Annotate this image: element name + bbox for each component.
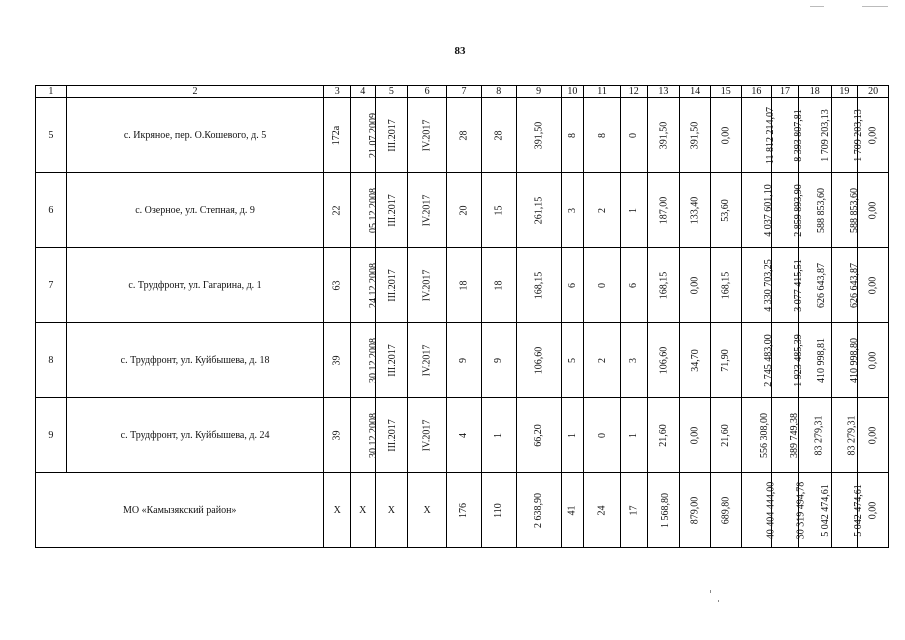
cell-c18-text: 1 709 203,13	[819, 108, 831, 162]
cell-c20-text: 0,00	[867, 201, 879, 219]
cell-c12-text: 0	[628, 132, 640, 138]
column-number-9: 9	[516, 86, 561, 98]
column-number-19: 19	[831, 86, 858, 98]
cell-c14-text: 391,50	[689, 121, 701, 149]
cell-c15-text: 71,90	[720, 348, 732, 372]
total-c8-text: 110	[493, 502, 505, 518]
cell-c5-text: III.2017	[386, 193, 398, 227]
cell-c19-text: 410 998,80	[848, 337, 860, 383]
cell-c14	[680, 248, 711, 323]
cell-c14	[680, 398, 711, 473]
cell-c18-text: 410 998,81	[815, 337, 827, 383]
cell-c3	[324, 398, 351, 473]
cell-c19	[831, 98, 864, 173]
cell-c15-text: 53,60	[720, 198, 732, 222]
cell-c5	[375, 398, 408, 473]
cell-c11-text: 0	[596, 432, 608, 438]
total-c7	[447, 473, 482, 548]
total-c10	[561, 473, 584, 548]
cell-c8-text: 15	[493, 205, 505, 215]
column-number-20: 20	[858, 86, 889, 98]
total-c19-text: 5 042 474,61	[852, 483, 864, 537]
cell-c17	[772, 173, 804, 248]
cell-c4-text: 05.12.2008	[367, 187, 379, 233]
column-number-7: 7	[447, 86, 482, 98]
register-table	[35, 85, 889, 548]
cell-c20	[858, 173, 889, 248]
cell-c8	[481, 323, 516, 398]
cell-c7	[447, 173, 482, 248]
cell-c5	[375, 323, 408, 398]
cell-c15	[710, 398, 741, 473]
cell-c9	[516, 248, 561, 323]
scan-speck	[810, 6, 824, 7]
cell-c11	[584, 173, 621, 248]
row-number: 8	[36, 323, 67, 398]
row-number: 9	[36, 398, 67, 473]
cell-c3	[324, 248, 351, 323]
cell-c9	[516, 323, 561, 398]
cell-c5-text: III.2017	[386, 118, 398, 152]
cell-c20-text: 0,00	[867, 426, 879, 444]
cell-c8-text: 9	[493, 357, 505, 363]
total-c16	[741, 473, 776, 548]
total-c16-text: 40 404 444,00	[764, 481, 776, 539]
total-c4: X	[350, 473, 375, 548]
cell-c12	[620, 323, 647, 398]
cell-c7-text: 18	[458, 280, 470, 290]
cell-c11	[584, 323, 621, 398]
cell-c15	[710, 323, 741, 398]
column-number-8: 8	[481, 86, 516, 98]
cell-c11	[584, 398, 621, 473]
cell-c16-text: 11 812 214,07	[764, 106, 776, 164]
cell-c12-text: 3	[628, 357, 640, 363]
cell-c8	[481, 98, 516, 173]
cell-c6-text: IV.2017	[421, 419, 433, 451]
cell-c14	[680, 323, 711, 398]
cell-c14-text: 0,00	[689, 276, 701, 294]
cell-c4	[350, 248, 379, 323]
cell-c11-text: 8	[596, 132, 608, 138]
cell-c10	[561, 248, 584, 323]
scan-speck	[862, 6, 888, 7]
cell-c6	[408, 98, 447, 173]
cell-c12-text: 1	[628, 207, 640, 213]
cell-c9	[516, 98, 561, 173]
scan-speck	[718, 600, 719, 602]
page-number: 83	[454, 45, 466, 57]
cell-c16	[741, 98, 776, 173]
total-c18-text: 5 042 474,61	[819, 483, 831, 537]
cell-c20-text: 0,00	[867, 351, 879, 369]
cell-c19-text: 1 709 203,13	[852, 108, 864, 162]
row-number: 5	[36, 98, 67, 173]
cell-c14	[680, 98, 711, 173]
cell-c12	[620, 248, 647, 323]
cell-c10	[561, 98, 584, 173]
cell-c6	[408, 323, 447, 398]
cell-c14-text: 133,40	[689, 196, 701, 224]
total-c12-text: 17	[628, 505, 640, 515]
cell-c9-text: 391,50	[533, 121, 545, 149]
cell-c16	[741, 323, 772, 398]
cell-c13	[647, 323, 680, 398]
cell-c18-text: 83 279,31	[813, 415, 825, 455]
row-number: 6	[36, 173, 67, 248]
cell-c8	[481, 398, 516, 473]
cell-c18	[798, 398, 831, 473]
cell-c3	[324, 98, 351, 173]
cell-c19-text: 626 643,87	[848, 262, 860, 308]
cell-c3-text: 172а	[331, 125, 343, 145]
cell-c7	[447, 398, 482, 473]
cell-c19	[831, 248, 858, 323]
column-number-5: 5	[375, 86, 408, 98]
total-c17-text: 30 319 494,78	[795, 481, 807, 539]
table-row	[36, 248, 889, 323]
cell-c10-text: 1	[566, 432, 578, 438]
cell-c11	[584, 248, 621, 323]
cell-c15-text: 21,60	[720, 423, 732, 447]
column-number-15: 15	[710, 86, 741, 98]
cell-c3-text: 22	[331, 205, 343, 215]
column-number-16: 16	[741, 86, 772, 98]
total-c12	[620, 473, 647, 548]
cell-c3-text: 63	[331, 280, 343, 290]
total-label: МО «Камызякский район»	[36, 473, 324, 548]
total-c9-text: 2 638,90	[533, 492, 545, 528]
cell-c4-text: 30.12.2008	[367, 412, 379, 458]
column-number-10: 10	[561, 86, 584, 98]
cell-c3	[324, 323, 351, 398]
column-number-1: 1	[36, 86, 67, 98]
cell-c17	[772, 398, 799, 473]
cell-c11-text: 2	[596, 207, 608, 213]
cell-c13	[647, 98, 680, 173]
cell-c20	[858, 248, 889, 323]
cell-c4	[350, 173, 379, 248]
cell-c15	[710, 173, 741, 248]
cell-c16	[741, 248, 772, 323]
cell-c10	[561, 323, 584, 398]
cell-c6	[408, 248, 447, 323]
cell-c8	[481, 173, 516, 248]
cell-c10	[561, 173, 584, 248]
cell-c15-text: 0,00	[720, 126, 732, 144]
cell-c11-text: 0	[596, 282, 608, 288]
cell-c5-text: III.2017	[386, 418, 398, 452]
cell-c9-text: 168,15	[533, 271, 545, 299]
cell-c16-text: 556 308,00	[758, 412, 770, 458]
column-number-3: 3	[324, 86, 351, 98]
cell-c17-text: 8 393 807,81	[793, 108, 804, 162]
cell-c19	[831, 173, 858, 248]
total-c3: X	[324, 473, 351, 548]
cell-c10-text: 6	[566, 282, 578, 288]
total-c20-text: 0,00	[867, 501, 879, 519]
cell-c20	[858, 398, 889, 473]
total-row	[36, 473, 889, 548]
cell-c4-text: 30.12.2008	[367, 337, 379, 383]
cell-c5-text: III.2017	[386, 268, 398, 302]
cell-c8	[481, 248, 516, 323]
column-number-4: 4	[350, 86, 375, 98]
table-row	[36, 98, 889, 173]
column-number-2: 2	[66, 86, 324, 98]
cell-c18-text: 588 853,60	[815, 187, 827, 233]
total-c15	[710, 473, 741, 548]
column-number-12: 12	[620, 86, 647, 98]
cell-c13	[647, 173, 680, 248]
total-c13-text: 1 568,80	[659, 492, 671, 528]
total-c19	[831, 473, 864, 548]
row-address: с. Икряное, пер. О.Кошевого, д. 5	[66, 98, 324, 173]
table-row	[36, 323, 889, 398]
cell-c7	[447, 323, 482, 398]
cell-c13-text: 391,50	[657, 121, 669, 149]
cell-c5	[375, 173, 408, 248]
cell-c4-text: 21.07.2009	[367, 112, 379, 158]
cell-c11-text: 2	[596, 357, 608, 363]
column-number-14: 14	[680, 86, 711, 98]
row-address: с. Озерное, ул. Степная, д. 9	[66, 173, 324, 248]
cell-c7-text: 20	[458, 205, 470, 215]
cell-c13-text: 187,00	[657, 196, 669, 224]
total-c13	[647, 473, 680, 548]
table-row	[36, 398, 889, 473]
cell-c9-text: 106,60	[533, 346, 545, 374]
cell-c20-text: 0,00	[867, 126, 879, 144]
cell-c7-text: 9	[458, 357, 470, 363]
cell-c11	[584, 98, 621, 173]
cell-c10-text: 8	[566, 132, 578, 138]
cell-c13-text: 168,15	[657, 271, 669, 299]
cell-c4	[350, 98, 379, 173]
cell-c16-text: 4 037 601,10	[762, 183, 774, 237]
column-number-row	[36, 86, 889, 98]
total-c11-text: 24	[596, 505, 608, 515]
cell-c16	[741, 398, 772, 473]
cell-c13-text: 21,60	[657, 423, 669, 447]
cell-c7	[447, 98, 482, 173]
cell-c19-text: 588 853,60	[848, 187, 860, 233]
cell-c5-text: III.2017	[386, 343, 398, 377]
total-c14	[680, 473, 711, 548]
cell-c17-text: 2 859 893,90	[793, 183, 804, 237]
cell-c17-text: 3 077 415,51	[793, 258, 804, 312]
cell-c15	[710, 98, 741, 173]
cell-c6-text: IV.2017	[421, 194, 433, 226]
cell-c19	[831, 398, 858, 473]
column-number-18: 18	[798, 86, 831, 98]
cell-c7-text: 28	[458, 130, 470, 140]
cell-c9	[516, 173, 561, 248]
row-address: с. Трудфронт, ул. Куйбышева, д. 18	[66, 323, 324, 398]
total-c10-text: 41	[566, 505, 578, 515]
cell-c9-text: 66,20	[533, 423, 545, 447]
total-c15-text: 689,80	[720, 496, 732, 524]
cell-c9	[516, 398, 561, 473]
cell-c5	[375, 98, 408, 173]
cell-c12	[620, 173, 647, 248]
total-c8	[481, 473, 516, 548]
cell-c4	[350, 398, 379, 473]
cell-c12-text: 6	[628, 282, 640, 288]
column-number-17: 17	[772, 86, 799, 98]
cell-c7-text: 4	[458, 432, 470, 438]
cell-c6-text: IV.2017	[421, 344, 433, 376]
cell-c4-text: 24.12.2008	[367, 262, 379, 308]
cell-c14	[680, 173, 711, 248]
cell-c8-text: 1	[493, 432, 505, 438]
cell-c3-text: 39	[331, 355, 343, 365]
cell-c8-text: 28	[493, 130, 505, 140]
cell-c15	[710, 248, 741, 323]
scan-speck	[710, 590, 711, 593]
cell-c4	[350, 323, 379, 398]
cell-c20	[858, 323, 889, 398]
cell-c16	[741, 173, 772, 248]
cell-c13-text: 106,60	[657, 346, 669, 374]
cell-c13	[647, 398, 680, 473]
total-c9	[516, 473, 561, 548]
cell-c10	[561, 398, 584, 473]
cell-c12	[620, 398, 647, 473]
column-number-13: 13	[647, 86, 680, 98]
cell-c10-text: 5	[566, 357, 578, 363]
cell-c16-text: 2 745 483,00	[762, 333, 774, 387]
total-c14-text: 879,00	[689, 496, 701, 524]
cell-c17-text: 1 923 485,39	[793, 333, 804, 387]
cell-c17	[772, 323, 804, 398]
cell-c6	[408, 173, 447, 248]
cell-c19	[831, 323, 858, 398]
cell-c13	[647, 248, 680, 323]
column-number-11: 11	[584, 86, 621, 98]
cell-c6	[408, 398, 447, 473]
cell-c9-text: 261,15	[533, 196, 545, 224]
cell-c6-text: IV.2017	[421, 119, 433, 151]
cell-c10-text: 3	[566, 207, 578, 213]
total-c11	[584, 473, 621, 548]
cell-c20-text: 0,00	[867, 276, 879, 294]
row-address: с. Трудфронт, ул. Куйбышева, д. 24	[66, 398, 324, 473]
row-number: 7	[36, 248, 67, 323]
cell-c14-text: 0,00	[689, 426, 701, 444]
cell-c12-text: 1	[628, 432, 640, 438]
cell-c18-text: 626 643,87	[815, 262, 827, 308]
cell-c8-text: 18	[493, 280, 505, 290]
cell-c19-text: 83 279,31	[846, 415, 858, 455]
cell-c6-text: IV.2017	[421, 269, 433, 301]
total-c7-text: 176	[458, 502, 470, 518]
cell-c17	[772, 248, 804, 323]
cell-c3	[324, 173, 351, 248]
total-c5: X	[375, 473, 408, 548]
cell-c3-text: 39	[331, 430, 343, 440]
cell-c5	[375, 248, 408, 323]
total-c6: X	[408, 473, 447, 548]
cell-c16-text: 4 330 703,25	[762, 258, 774, 312]
row-address: с. Трудфронт, ул. Гагарина, д. 1	[66, 248, 324, 323]
column-number-6: 6	[408, 86, 447, 98]
table-row	[36, 173, 889, 248]
cell-c14-text: 34,70	[689, 348, 701, 372]
cell-c7	[447, 248, 482, 323]
cell-c15-text: 168,15	[720, 271, 732, 299]
cell-c12	[620, 98, 647, 173]
cell-c17-text: 389 749,38	[789, 412, 801, 458]
